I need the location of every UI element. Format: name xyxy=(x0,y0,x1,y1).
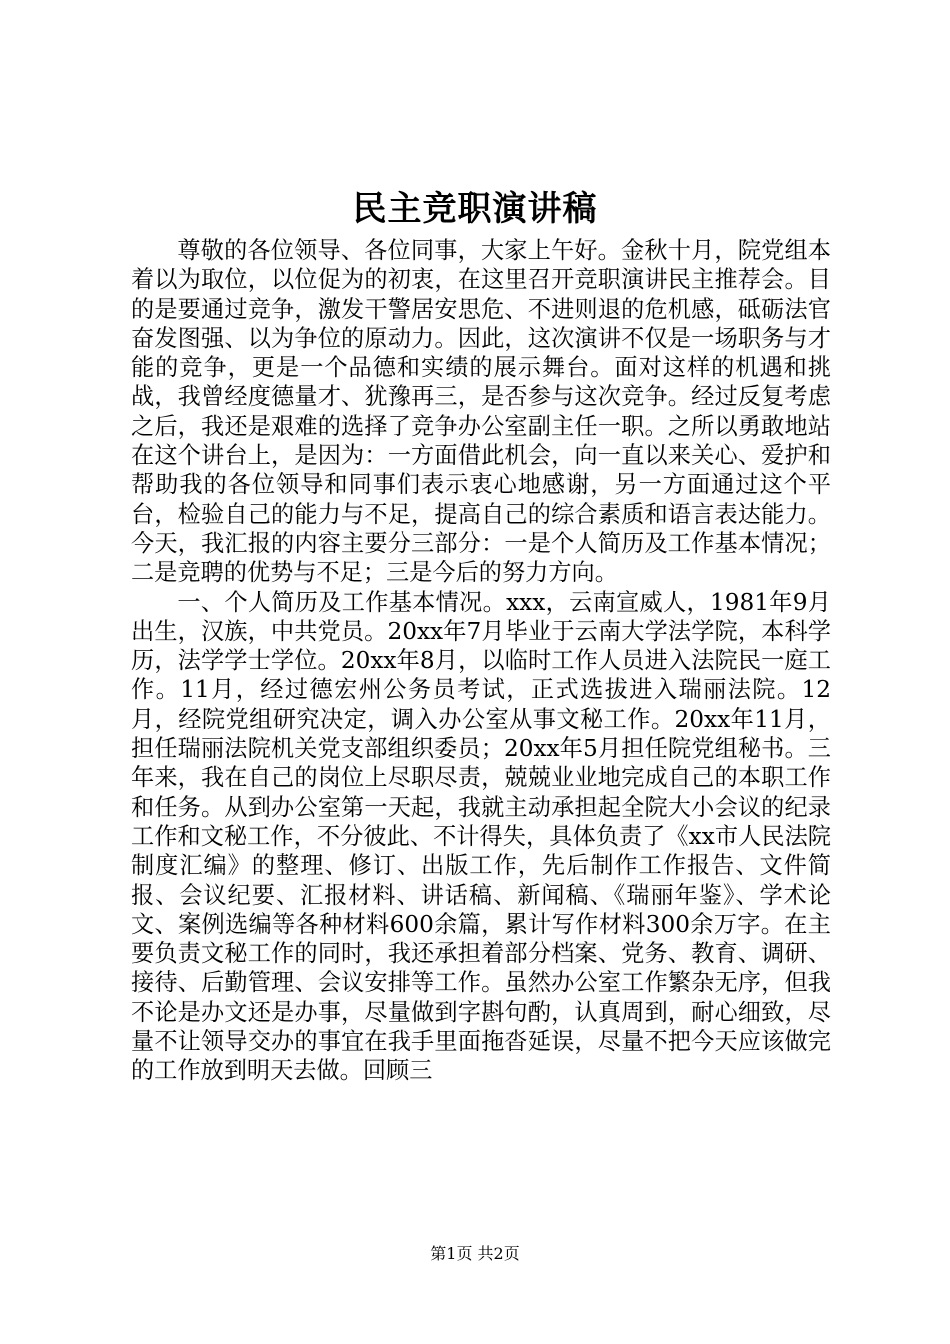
document-body xyxy=(131,236,831,1086)
paragraph-intro: 尊敬的各位领导、各位同事，大家上午好。金秋十月，院党组本着以为取位，以位促为的初衷，在这里召开竞职演讲民主推荐会。目的是要通过竞争，激发干警居安思危、不进则退的危机感，砥砺法官奋发图强、以为争位的原动力。因此，这次演讲不仅是一场职务与才能的竞争，更是一个品德和实绩的展示舞台。面对这样的机遇和挑战，我曾经度德量才、犹豫再三，是否参与这次竞争。经过反复考虑之后，我还是艰难的选择了竞争办公室副主任一职。之所以勇敢地站在这个讲台上，是因为：一方面借此机会，向一直以来关心、爱护和帮助我的各位领导和同事们表示衷心地感谢，另一方面通过这个平台，检验自己的能力与不足，提高自己的综合素质和语言表达能力。今天，我汇报的内容主要分三部分：一是个人简历及工作基本情况；二是竞聘的优势与不足；三是今后的努力方向。 xyxy=(131,237,831,587)
page-footer: 第1页 共2页 xyxy=(430,1244,520,1263)
page-title: 民主竞职演讲稿 xyxy=(352,189,598,229)
paragraph-personal-history: 一、个人简历及工作基本情况。xxx，云南宣威人，1981年9月出生，汉族，中共党员。20xx年7月毕业于云南大学法学院，本科学历，法学学士学位。20xx年8月，以临时工作人员进入法院民一庭工作。11月，经过德宏州公务员考试，正式选拔进入瑞丽法院。12月，经院党组研究决定，调入办公室从事文秘工作。20xx年11月，担任瑞丽法院机关党支部组织委员；20xx年5月担任院党组秘书。三年来，我在自己的岗位上尽职尽责，兢兢业业地完成自己的本职工作和任务。从到办公室第一天起，我就主动承担起全院大小会议的纪录工作和文秘工作，不分彼此、不计得失，具体负责了《xx市人民法院制度汇编》的整理、修订、出版工作，先后制作工作报告、文件简报、会议纪要、汇报材料、讲话稿、新闻稿、《瑞丽年鉴》、学术论文、案例选编等各种材料600余篇，累计写作材料300余万字。在主要负责文秘工作的同时，我还承担着部分档案、党务、教育、调研、接待、后勤管理、会议安排等工作。虽然办公室工作繁杂无序，但我不论是办文还是办事，尽量做到字斟句酌，认真周到，耐心细致，尽量不让领导交办的事宜在我手里面拖沓延误，尽量不把今天应该做完的工作放到明天去做。回顾三 xyxy=(131,588,831,1085)
